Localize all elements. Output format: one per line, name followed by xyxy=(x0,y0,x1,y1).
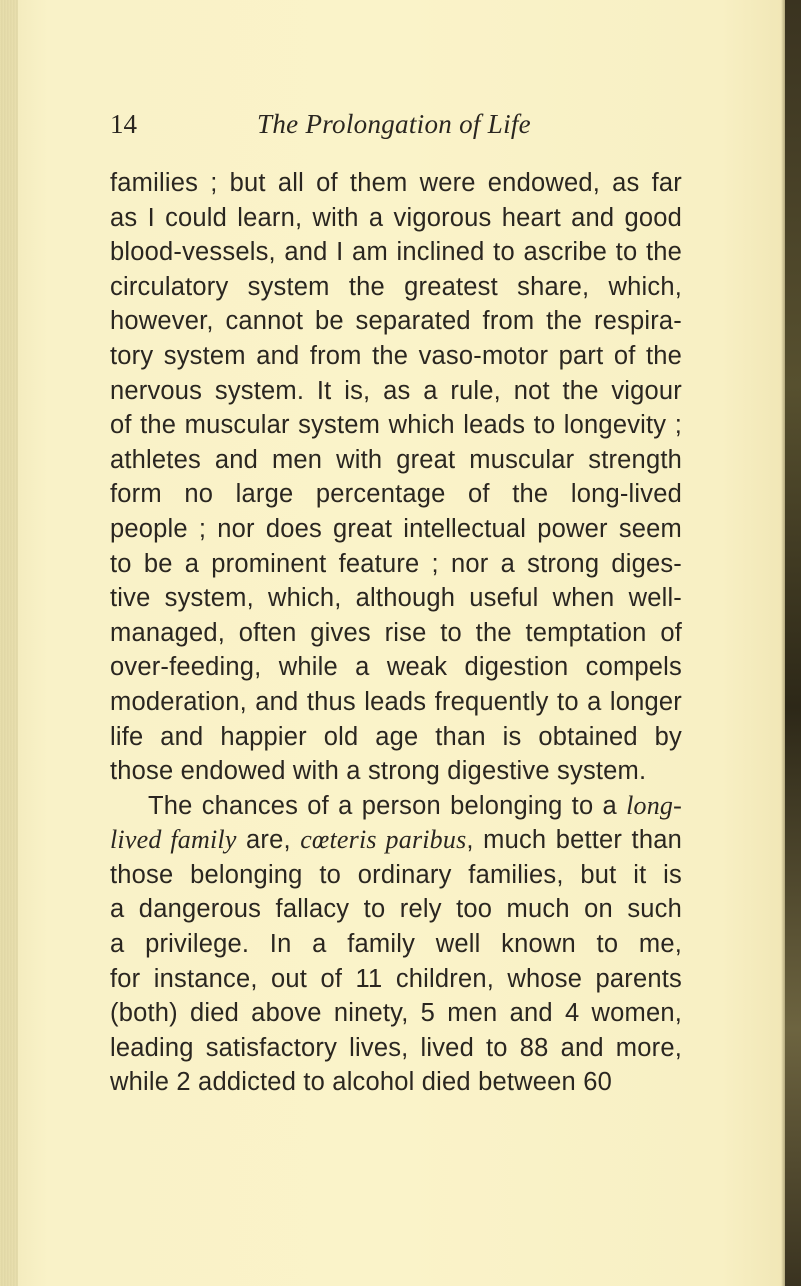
text-line: nervous system. It is, as a rule, not the vigour xyxy=(110,376,682,405)
body-text xyxy=(110,166,682,1100)
text-line: tory system and from the vaso-motor part of the xyxy=(110,341,682,370)
italic-text: lived family xyxy=(110,825,237,855)
text-line: managed, often gives rise to the temptation of xyxy=(110,618,682,647)
text-line: of the muscular system which leads to longevity ; xyxy=(110,411,682,440)
page-number: 14 xyxy=(110,109,137,139)
italic-text: long- xyxy=(626,790,682,820)
running-title: The Prolongation of Life xyxy=(257,109,531,139)
text-line: tive system, which, although useful when well- xyxy=(110,584,682,613)
paragraph-start-line xyxy=(110,789,682,824)
text-line: a dangerous fallacy to rely too much on such xyxy=(110,895,682,924)
page-header xyxy=(110,104,650,144)
text-segment: The chances of a person belonging to a xyxy=(148,791,627,820)
text-line: those belonging to ordinary families, but it is xyxy=(110,860,682,889)
text-line: those endowed with a strong digestive system. xyxy=(110,757,647,786)
text-line: while 2 addicted to alcohol died between 60 xyxy=(110,1068,612,1097)
text-line: (both) died above ninety, 5 men and 4 women, xyxy=(110,999,682,1028)
text-line: families ; but all of them were endowed, as far xyxy=(110,169,682,197)
text-segment: are, xyxy=(236,826,301,855)
page-binding-edge xyxy=(0,0,18,1286)
italic-text: cœteris paribus xyxy=(300,825,467,855)
text-segment: , much better than xyxy=(466,826,682,855)
book-fore-edge xyxy=(785,0,801,1286)
text-line: circulatory system the greatest share, which, xyxy=(110,272,682,301)
text-line: leading satisfactory lives, lived to 88 and more, xyxy=(110,1033,682,1062)
text-line: form no large percentage of the long-lived xyxy=(110,480,682,509)
text-line xyxy=(110,823,682,858)
text-line: for instance, out of 11 children, whose parents xyxy=(110,964,682,993)
text-line: a privilege. In a family well known to me, xyxy=(110,930,682,959)
text-line: life and happier old age than is obtained by xyxy=(110,722,682,751)
text-line: however, cannot be separated from the respira- xyxy=(110,307,682,336)
text-line: to be a prominent feature ; nor a strong diges- xyxy=(110,549,682,578)
text-line: athletes and men with great muscular strength xyxy=(110,445,682,474)
text-line: people ; nor does great intellectual power seem xyxy=(110,514,682,543)
text-line: over-feeding, while a weak digestion compels xyxy=(110,653,682,682)
text-line: moderation, and thus leads frequently to a longer xyxy=(110,687,682,716)
text-line: as I could learn, with a vigorous heart and good xyxy=(110,203,682,232)
text-line: blood-vessels, and I am inclined to ascribe to the xyxy=(110,238,682,267)
